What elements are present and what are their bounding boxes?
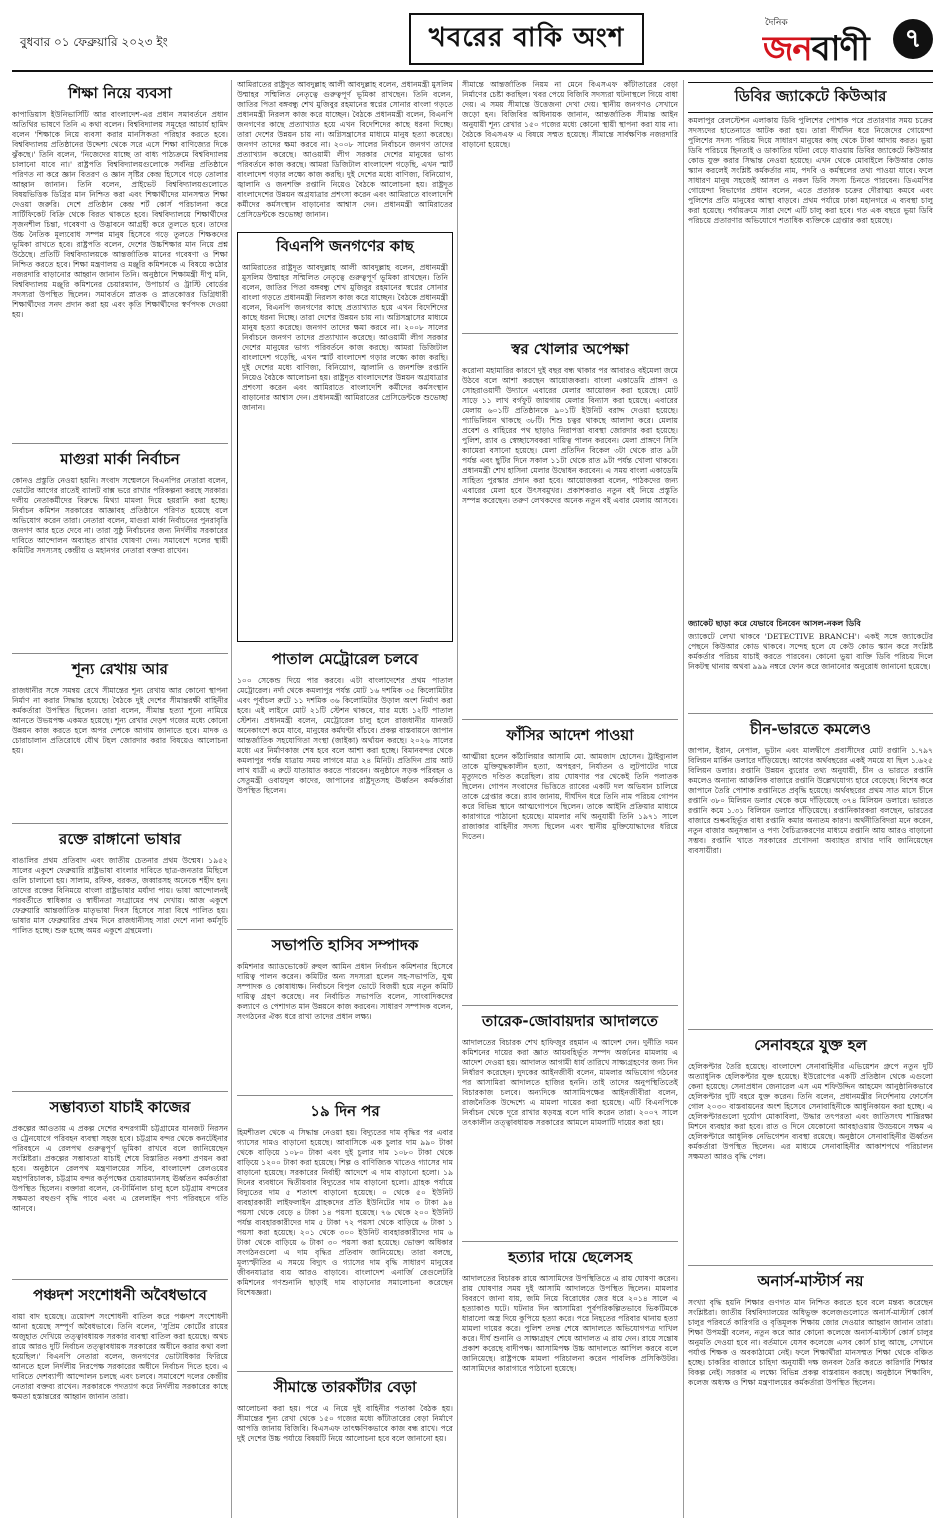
divider	[12, 1091, 228, 1092]
logo-part-1: জন	[763, 29, 812, 69]
headline: তারেক-জোবায়দার আদালতে	[482, 1012, 658, 1030]
headline: পঞ্চদশ সংশোধনী অবৈধভাবে	[33, 1286, 207, 1304]
divider	[12, 653, 228, 654]
story-body: হেলিকপ্টার তৈরি হয়েছে। বাংলাদেশ সেনাবাহিনীর এভিয়েশন গ্রুপে নতুন দুটি অত্যাধুনিক হেলিকপ্টার যুক্ত হয়েছে। ইউরোপের একটি প্রতিষ্ঠান থেকে এগুলো কেনা হয়েছে। সেনাপ্রধান জেনারেল এস এম শফিউদ্দিন আহমেদ আনুষ্ঠানিকভাবে হেলিকপ্টার দুটি বহরে যুক্ত করেন। তিনি বলেন, প্রধানমন্ত্রীর নির্দেশনায় ফোর্সেস গোল ২০৩০ বাস্তবায়নের অংশ হিসেবে সেনাবাহিনীকে আধুনিকায়ন করা হচ্ছে। এ হেলিকপ্টারগুলো দুর্যোগ মোকাবিলা, উদ্ধার তৎপরতা এবং জাতিসংঘ শান্তিরক্ষা মিশনে ব্যবহার করা হবে। রাত ও দিনে যেকোনো আবহাওয়ায় উড্ডয়নে সক্ষম এ হেলিকপ্টারে আধুনিক নেভিগেশন ব্যবস্থা রয়েছে। অনুষ্ঠানে সেনাবাহিনীর ঊর্ধ্বতন কর্মকর্তারা উপস্থিত ছিলেন। এর মাধ্যমে সেনাবাহিনীর আকাশপথে পরিচালন সক্ষমতা আরও বৃদ্ধি পেল।	[688, 1062, 933, 1161]
divider	[237, 1095, 453, 1096]
column-rule	[457, 80, 458, 1518]
column-rule	[683, 80, 684, 1518]
story-body: সংখ্যা বৃদ্ধি হয়নি শিক্ষার গুণগত মান নিশ্চিত করতে হবে বলে মন্তব্য করেছেন সংশ্লিষ্টরা। জাতীয় বিশ্ববিদ্যালয়ের অধিভুক্ত কলেজগুলোতে অনার্স-মাস্টার্স কোর্স চালুর পরিবর্তে কারিগরি ও বৃত্তিমূলক শিক্ষায় জোর দেওয়ার আহ্বান জানান তারা। শিক্ষা উপমন্ত্রী বলেন, নতুন করে আর কোনো কলেজে অনার্স-মাস্টার্স কোর্স চালুর অনুমতি দেওয়া হবে না। বর্তমানে যেসব কলেজে এসব কোর্স চালু আছে, সেখানে পর্যাপ্ত শিক্ষক ও অবকাঠামো নেই। ফলে শিক্ষার্থীরা মানসম্মত শিক্ষা থেকে বঞ্চিত হচ্ছে। চাকরির বাজারে চাহিদা অনুযায়ী দক্ষ জনবল তৈরি করতে কারিগরি শিক্ষার বিকল্প নেই। সরকার এ লক্ষ্যে বিভিন্ন প্রকল্প বাস্তবায়ন করছে। অনুষ্ঠানে শিক্ষাবিদ, কলেজ অধ্যক্ষ ও শিক্ষা মন্ত্রণালয়ের কর্মকর্তারা উপস্থিত ছিলেন।	[688, 1298, 933, 1387]
story-body: কোনও প্রস্তুতি নেওয়া হয়নি। সংবাদ সম্মেলনে বিএনপির নেতারা বলেন, ভোটের আগের রাতেই ব্যালট বাক্স ভরে রাখার পরিকল্পনা করছে সরকার। দলীয় নেতাকর্মীদের বিরুদ্ধে মিথ্যা মামলা দিয়ে হয়রানি করা হচ্ছে। নির্বাচন কমিশন সরকারের আজ্ঞাবহ প্রতিষ্ঠানে পরিণত হয়েছে বলে অভিযোগ করেন তারা। নেতারা বলেন, মাগুরা মার্কা নির্বাচনের পুনরাবৃত্তি জনগণ আর হতে দেবে না। তারা সুষ্ঠু নির্বাচনের জন্য নির্দলীয় সরকারের দাবিতে আন্দোলন অব্যাহত রাখার ঘোষণা দেন। সমাবেশে দলের স্থায়ী কমিটির সদস্যসহ কেন্দ্রীয় ও মহানগর নেতারা বক্তব্য রাখেন।	[12, 476, 228, 555]
masthead	[12, 8, 933, 72]
divider	[462, 719, 678, 720]
story-feasibility-study	[12, 1094, 228, 1276]
headline: বিএনপি জনগণের কাছ	[276, 237, 414, 255]
headline: সভাপতি হাসিব সম্পাদক	[271, 936, 419, 954]
divider	[12, 1279, 228, 1280]
column-2	[237, 80, 453, 1518]
column-1	[12, 80, 228, 1518]
headline: অনার্স-মাস্টার্স নয়	[757, 1272, 864, 1290]
headline: সেনাবহরে যুক্ত হল	[754, 1036, 867, 1054]
story-president-secretary	[237, 932, 453, 1092]
story-bnp-people	[237, 232, 453, 642]
story-body: আদালতের বিচারক রায়ে আসামিদের উপস্থিতিতে এ রায় ঘোষণা করেন। রায় ঘোষণার সময় দুই আসামি আদালতে উপস্থিত ছিলেন। মামলার বিবরণে জানা যায়, জমি নিয়ে বিরোধের জের ধরে ২০১৪ সালে এ হত্যাকাণ্ড ঘটে। ঘটনার দিন আসামিরা পূর্বপরিকল্পিতভাবে ভিকটিমকে ধারালো অস্ত্র দিয়ে কুপিয়ে হত্যা করে। পরে নিহতের পরিবার থানায় হত্যা মামলা দায়ের করে। পুলিশ তদন্ত শেষে আদালতে অভিযোগপত্র দাখিল করে। দীর্ঘ শুনানি ও সাক্ষ্যগ্রহণ শেষে আদালত এ রায় দেন। রায়ে সন্তোষ প্রকাশ করেছে বাদীপক্ষ। আসামিপক্ষ উচ্চ আদালতে আপিল করবে বলে জানিয়েছে। রাষ্ট্রপক্ষে মামলা পরিচালনা করেন পাবলিক প্রসিকিউটর। আসামিদের কারাগারে পাঠানো হয়েছে।	[462, 1274, 678, 1373]
headline: সীমান্তে তারকাঁটার বেড়া	[273, 1378, 417, 1396]
column-rule	[231, 80, 232, 1518]
story-body: কাপাডিয়াস ইউনিভার্সিটি আর বাংলাদেশ-এর প্রধান সমাবর্তনে প্রধান অতিথির ভাষণে তিনি এ কথা বলেন। বিশ্ববিদ্যালয় সমূহের আচার্য হামিদ বলেন 'শিক্ষাকে নিয়ে ব্যবসা করার মানসিকতা পরিহার করতে হবে। বিশ্ববিদ্যালয় প্রতিষ্ঠানের উদ্দেশ্য থেকে সরে এসে শিক্ষা বাণিজ্যের দিকে ঝুঁকছে।' তিনি বলেন, 'নিজেদের যাচ্ছে তা বাধ্য পাঠ্যক্রমে বিশ্ববিদ্যালয় চালানো যাবে না।' রাষ্ট্রপতি বিশ্ববিদ্যালয়গুলোকে সর্বনিম্ন প্রতিষ্ঠানে পরিণত না করে জ্ঞান বিতরণ ও জ্ঞান সৃষ্টির কেন্দ্র হিসেবে গড়ে তোলার আহ্বান জানান। তিনি বলেন, প্রাইভেট বিশ্ববিদ্যালয়গুলোতে বিষয়ভিত্তিক ডিগ্রির মান নিশ্চিত করা এবং শিক্ষার্থীদের মানসম্মত শিক্ষা দেওয়া জরুরি। দেশে প্রতিষ্ঠান কেন্দ্র শর্ট কোর্স পরিচালনা করে সার্টিফিকেট বিক্রি থেকে বিরত থাকতে হবে। বিশ্ববিদ্যালয়ে শিক্ষার্থীদের সৃজনশীল চিন্তা, গবেষণা ও উদ্ভাবনে আগ্রহী করে তুলতে হবে। তাদের উচ্চ নৈতিক মূল্যবোধ সম্পন্ন মানুষ হিসেবে গড়ে তুলতে শিক্ষকদের ভূমিকা রাখতে হবে। রাষ্ট্রপতি বলেন, দেশের উচ্চশিক্ষার মান নিয়ে প্রশ্ন উঠেছে। প্রতিটি বিশ্ববিদ্যালয়কে আন্তর্জাতিক মানের গবেষণা ও শিক্ষা নিশ্চিত করতে হবে। শিক্ষা মন্ত্রণালয় ও মঞ্জুরি কমিশনকে এ বিষয়ে কঠোর নজরদারি বাড়ানোর আহ্বান জানান তিনি। অনুষ্ঠানে শিক্ষামন্ত্রী দীপু মনি, বিশ্ববিদ্যালয় মঞ্জুরি কমিশনের চেয়ারম্যান, উপাচার্য ও ট্রাস্টি বোর্ডের সদস্যরা উপস্থিত ছিলেন। সমাবর্তনে স্নাতক ও স্নাতকোত্তর ডিগ্রিধারী শিক্ষার্থীদের সনদ প্রদান করা হয় এবং কৃতি শিক্ষার্থীদের স্বর্ণপদক দেওয়া হয়।	[12, 110, 228, 319]
story-body: ১০০ সেকেন্ড দিয়ে পার করবে। এটা বাংলাদেশের প্রথম পাতাল মেট্রোরেল। নর্দা থেকে কমলাপুর পর্যন্ত মোট ১৬ দশমিক ৩৫ কিলোমিটার এবং পূর্বাচল রুটে ১১ দশমিক ৩৬ কিলোমিটার উড়াল অংশ নির্মাণ করা হবে। এই লাইনে মোট ২১টি স্টেশন থাকবে, যার মধ্যে ১২টি পাতাল স্টেশন। প্রধানমন্ত্রী বলেন, মেট্রোরেল চালু হলে রাজধানীর যানজট অনেকাংশে কমে যাবে, মানুষের কর্মঘণ্টা বাঁচবে। প্রকল্প বাস্তবায়নে জাপান আন্তর্জাতিক সহযোগিতা সংস্থা (জাইকা) অর্থায়ন করছে। ২০২৬ সালের মধ্যে এর নির্মাণকাজ শেষ হবে বলে আশা করা হচ্ছে। বিমানবন্দর থেকে কমলাপুর পর্যন্ত যাত্রায় সময় লাগবে মাত্র ২৪ মিনিট। প্রতিদিন প্রায় আট লাখ যাত্রী এ রুটে যাতায়াত করতে পারবেন। অনুষ্ঠানে সড়ক পরিবহন ও সেতুমন্ত্রী ওবায়দুল কাদের, জাপানের রাষ্ট্রদূতসহ ঊর্ধ্বতন কর্মকর্তারা উপস্থিত ছিলেন।	[237, 676, 453, 795]
headline: ফাঁসির আদেশ পাওয়া	[506, 726, 634, 744]
headline: শূন্য রেখায় আর	[72, 660, 168, 678]
divider	[462, 1241, 678, 1242]
story-body: জাপান, ইরান, নেপাল, ভুটান এবং মালদ্বীপে প্রবাসীদের মোট রপ্তানি ১.৭৯৭ বিলিয়ন মার্কিন ডলারে দাঁড়িয়েছে। আগের অর্থবছরের একই সময়ে যা ছিল ১.৬২৫ বিলিয়ন ডলার। রপ্তানি উন্নয়ন ব্যুরোর তথ্য অনুযায়ী, চীন ও ভারতে রপ্তানি কমলেও অন্যান্য আঞ্চলিক বাজারে রপ্তানি উল্লেখযোগ্য হারে বেড়েছে। বিশেষ করে জাপানে তৈরি পোশাক রপ্তানিতে প্রবৃদ্ধি হয়েছে। অর্থবছরের প্রথম সাত মাসে চীনে রপ্তানি ৩৮০ মিলিয়ন ডলার থেকে কমে দাঁড়িয়েছে ৩৭৪ মিলিয়ন ডলারে। ভারতে রপ্তানি কমে ১.৩১ বিলিয়ন ডলারে দাঁড়িয়েছে। রপ্তানিকারকরা বলছেন, ভারতের বাজারে শুল্কবহির্ভূত বাধা রপ্তানি কমার অন্যতম কারণ। অর্থনীতিবিদরা মনে করেন, নতুন বাজার অনুসন্ধান ও পণ্য বৈচিত্র্যকরণের মাধ্যমে রপ্তানি আয় আরও বাড়ানো সম্ভব। রপ্তানি খাতে সরকারের প্রণোদনা অব্যাহত রাখার দাবি জানিয়েছেন ব্যবসায়ীরা।	[688, 746, 933, 855]
story-book-fair	[462, 336, 678, 716]
story-tarique-court	[462, 1008, 678, 1238]
story-body: আমিরাতের রাষ্ট্রদূত আবদুল্লাহ আলী আবদুল্লাহ বলেন, প্রধানমন্ত্রী মুসলিম উম্মাহর সম্মিলিত নেতৃত্বে গুরুত্বপূর্ণ ভূমিকা রাখছেন। তিনি বলেন, জাতির পিতা বঙ্গবন্ধু শেখ মুজিবুর রহমানের স্বপ্নের সোনার বাংলা গড়তে প্রধানমন্ত্রী নিরলস কাজ করে যাচ্ছেন। বৈঠকে প্রধানমন্ত্রী বলেন, বিএনপি জনগণের কাছে প্রত্যাখ্যাত হয়ে এখন বিদেশিদের কাছে ধরনা দিচ্ছে। তারা দেশের উন্নয়ন চায় না। অগ্নিসন্ত্রাসের মাধ্যমে মানুষ হত্যা করেছে। জনগণ তাদের ক্ষমা করবে না। ২০০৮ সালের নির্বাচনে জনগণ তাদের প্রত্যাখ্যান করেছে। আওয়ামী লীগ সরকার দেশের মানুষের ভাগ্য পরিবর্তনে কাজ করছে। আমরা ডিজিটাল বাংলাদেশ গড়েছি, এখন স্মার্ট বাংলাদেশ গড়ার লক্ষ্যে কাজ করছি। দুই দেশের মধ্যে বাণিজ্য, বিনিয়োগ, জ্বালানি ও জনশক্তি রপ্তানি নিয়েও বৈঠকে আলোচনা হয়। রাষ্ট্রদূত বাংলাদেশের উন্নয়ন অগ্রযাত্রার প্রশংসা করেন এবং আমিরাতে বাংলাদেশি কর্মীদের কর্মসংস্থান বাড়ানোর আশ্বাস দেন। প্রধানমন্ত্রী আমিরাতের প্রেসিডেন্টকে শুভেচ্ছা জানান।	[242, 263, 448, 412]
story-db-jacket-qr	[688, 80, 933, 710]
story-education-business	[12, 80, 228, 440]
headline: পাতাল মেট্রোরেল চলবে	[271, 650, 419, 668]
story-body: আমিরাতের রাষ্ট্রদূত আবদুল্লাহ আলী আবদুল্লাহ বলেন, প্রধানমন্ত্রী মুসলিম উম্মাহর সম্মিলিত নেতৃত্বে গুরুত্বপূর্ণ ভূমিকা রাখছেন। তিনি বলেন, জাতির পিতা বঙ্গবন্ধু শেখ মুজিবুর রহমানের স্বপ্নের সোনার বাংলা গড়তে প্রধানমন্ত্রী নিরলস কাজ করে যাচ্ছেন। বৈঠকে প্রধানমন্ত্রী বলেন, বিএনপি জনগণের কাছে প্রত্যাখ্যাত হয়ে এখন বিদেশিদের কাছে ধরনা দিচ্ছে। তারা দেশের উন্নয়ন চায় না। অগ্নিসন্ত্রাসের মাধ্যমে মানুষ হত্যা করেছে। জনগণ তাদের ক্ষমা করবে না। ২০০৮ সালের নির্বাচনে জনগণ তাদের প্রত্যাখ্যান করেছে। আওয়ামী লীগ সরকার দেশের মানুষের ভাগ্য পরিবর্তনে কাজ করছে। আমরা ডিজিটাল বাংলাদেশ গড়েছি, এখন স্মার্ট বাংলাদেশ গড়ার লক্ষ্যে কাজ করছি। দুই দেশের মধ্যে বাণিজ্য, বিনিয়োগ, জ্বালানি ও জনশক্তি রপ্তানি নিয়েও বৈঠকে আলোচনা হয়। রাষ্ট্রদূত বাংলাদেশের উন্নয়ন অগ্রযাত্রার প্রশংসা করেন এবং আমিরাতে বাংলাদেশি কর্মীদের কর্মসংস্থান বাড়ানোর আশ্বাস দেন। প্রধানমন্ত্রী আমিরাতের প্রেসিডেন্টকে শুভেচ্ছা জানান।	[237, 80, 453, 219]
story-body: রাজধানীর সঙ্গে সমন্বয় রেখে সীমান্তের শূন্য রেখায় আর কোনো স্থাপনা নির্মাণ না করার সিদ্ধান্ত হয়েছে। বৈঠকে দুই দেশের সীমান্তরক্ষী বাহিনীর কর্মকর্তারা উপস্থিত ছিলেন। তারা বলেন, সীমান্ত হত্যা শূন্যে নামিয়ে আনতে উভয়পক্ষ একমত হয়েছে। শূন্য রেখার দেড়শ গজের মধ্যে কোনো উন্নয়ন কাজ করতে হলে অপর দেশকে আগাম জানাতে হবে। মাদক ও চোরাচালান প্রতিরোধে যৌথ টহল জোরদার করার বিষয়েও আলোচনা হয়।	[12, 686, 228, 755]
story-army-helicopter	[688, 1032, 933, 1262]
story-body: কমিশনার অ্যাডভোকেট রুহুল আমিন প্রধান নির্বাচন কমিশনার হিসেবে দায়িত্ব পালন করেন। কমিটির অন্য সদস্যরা হলেন সহ-সভাপতি, যুগ্ম সম্পাদক ও কোষাধ্যক্ষ। নির্বাচনে বিপুল ভোটে বিজয়ী হয়ে নতুন কমিটি দায়িত্ব গ্রহণ করেছে। নব নির্বাচিত সভাপতি বলেন, সাংবাদিকদের কল্যাণে ও পেশাগত মান উন্নয়নে কাজ করবেন। সাধারণ সম্পাদক বলেন, সংগঠনের ঐক্য ধরে রাখা তাদের প্রধান লক্ষ্য।	[237, 962, 453, 1021]
headline: ডিবির জ্যাকেটে কিউআর	[688, 82, 933, 113]
story-body: বায়া বাদ হয়েছে। ত্রয়োদশ সংশোধনী বাতিল করে পঞ্চদশ সংশোধনী আনা হয়েছে সম্পূর্ণ অবৈধভাবে। তিনি বলেন, 'সুপ্রিম কোর্টের রায়ের অজুহাত দেখিয়ে তত্ত্বাবধায়ক সরকার ব্যবস্থা বাতিল করা হয়েছে। অথচ রায়ে আরও দুটি নির্বাচন তত্ত্বাবধায়ক সরকারের অধীনে করার কথা বলা হয়েছিল।' বিএনপি নেতারা বলেন, জনগণের ভোটাধিকার ফিরিয়ে আনতে হলে নির্দলীয় নিরপেক্ষ সরকারের অধীনে নির্বাচন দিতে হবে। এ দাবিতে দেশব্যাপী আন্দোলন চলছে এবং চলবে। সমাবেশে দলের কেন্দ্রীয় নেতারা বক্তব্য রাখেন। সরকারকে পদত্যাগ করে নির্দলীয় সরকারের কাছে ক্ষমতা হস্তান্তরের আহ্বান জানান তারা।	[12, 1312, 228, 1401]
story-body: জ্যাকেটে লেখা থাকবে 'DETECTIVE BRANCH'। একই সঙ্গে জ্যাকেটের পেছনে কিউআর কোড থাকবে। সন্দেহ হলে যে কেউ কোড স্ক্যান করে সংশ্লিষ্ট কর্মকর্তার পরিচয় যাচাই করতে পারবেন। কোনো ভুয়া ব্যক্তি ডিবি পরিচয় দিলে নিকটস্থ থানায় অথবা ৯৯৯ নম্বরে ফোন করে জানানোর অনুরোধ জানানো হয়েছে।	[688, 632, 933, 671]
divider	[688, 1029, 933, 1030]
divider	[12, 443, 228, 444]
story-body: আলোচনা করা হয়। পরে এ নিয়ে দুই বাহিনীর পতাকা বৈঠক হয়। সীমান্তের শূন্য রেখা থেকে ১৫০ গজের মধ্যে কাঁটাতারের বেড়া নির্মাণে আপত্তি জানায় বিজিবি। বিএসএফ তাৎক্ষণিকভাবে কাজ বন্ধ রাখে। পরে দুই দেশের উচ্চ পর্যায়ে বিষয়টি নিয়ে আলোচনা হবে বলে জানানো হয়।	[237, 1404, 453, 1443]
story-body: আদালতের বিচারক শেখ হাফিজুর রহমান এ আদেশ দেন। দুর্নীতি দমন কমিশনের দায়ের করা জ্ঞাত আয়বহির্ভূত সম্পদ অর্জনের মামলায় এ আদেশ দেওয়া হয়। আদালত আগামী ধার্য তারিখে সাক্ষ্যগ্রহণের জন্য দিন নির্ধারণ করেছেন। দুদকের আইনজীবী বলেন, মামলার অভিযোগ গঠনের পর আসামিরা আদালতে হাজির হননি। তাই তাদের অনুপস্থিতিতেই বিচারকাজ চলবে। অন্যদিকে আসামিপক্ষের আইনজীবীরা বলেন, রাজনৈতিক উদ্দেশ্যে এ মামলা দায়ের করা হয়েছে। এটি বিএনপিকে নির্বাচন থেকে দূরে রাখার ষড়যন্ত্র বলে দাবি করেন তারা। ২০০৭ সালে তৎকালীন তত্ত্বাবধায়ক সরকারের আমলে মামলাটি দায়ের করা হয়।	[462, 1038, 678, 1127]
divider	[12, 823, 228, 824]
section-title-wrap	[320, 13, 733, 65]
story-border-fence	[237, 1374, 453, 1516]
logo-part-2: বাণী	[811, 29, 869, 69]
story-19-days	[237, 1098, 453, 1368]
divider	[237, 929, 453, 930]
story-underground-metro	[237, 646, 453, 926]
story-fifteenth-amendment	[12, 1282, 228, 1516]
logo-prefix: দৈনিক	[765, 18, 788, 28]
headline: হত্যার দায়ে ছেলেসহ	[508, 1248, 632, 1266]
story-death-sentence	[462, 722, 678, 1002]
story-murder-verdict	[462, 1244, 678, 1516]
story-body: আত্মীয়া হলেন কাঁঠালিয়ার আসামি মো. আমজাদ হোসেন। ট্রাইব্যুনাল তাকে মুক্তিযুদ্ধকালীন হত্যা, অপহরণ, নির্যাতন ও লুটপাটের দায়ে মৃত্যুদণ্ডে দণ্ডিত করেছিল। রায় ঘোষণার পর থেকেই তিনি পলাতক ছিলেন। গোপন সংবাদের ভিত্তিতে র‍্যাবের একটি দল অভিযান চালিয়ে তাকে গ্রেপ্তার করে। র‍্যাব জানায়, দীর্ঘদিন ধরে তিনি নাম পরিচয় গোপন করে বিভিন্ন স্থানে আত্মগোপনে ছিলেন। তাকে আইনি প্রক্রিয়ার মাধ্যমে কারাগারে পাঠানো হয়েছে। মামলার নথি অনুযায়ী তিনি ১৯৭১ সালে রাজাকার বাহিনীর সদস্য ছিলেন এবং স্থানীয় মুক্তিযোদ্ধাদের ধরিয়ে দিতেন।	[462, 752, 678, 841]
section-title: খবরের বাকি অংশ	[409, 13, 644, 65]
story-language-blood	[12, 826, 228, 1088]
logo-text	[763, 23, 869, 80]
column-4	[688, 80, 933, 1518]
divider	[237, 1371, 453, 1372]
sub-headline: জ্যাকেট ছাড়া করে যেভাবে চিনবেন আসল-নকল ডিবি	[688, 619, 861, 628]
divider	[462, 1005, 678, 1006]
story-body: কমলাপুর রেলস্টেশন এলাকায় ডিবি পুলিশের পোশাক পরে প্রতারণার সময় চক্রের সদস্যদের হাতেনাতে আটক করা হয়। তারা দীর্ঘদিন ধরে নিজেদের গোয়েন্দা পুলিশের সদস্য পরিচয় দিয়ে সাধারণ মানুষের কাছ থেকে টাকা আদায় করত। ভুয়া ডিবি পরিচয়ে ছিনতাই ও ডাকাতির ঘটনা বেড়ে যাওয়ায় ডিবির জ্যাকেটে কিউআর কোড যুক্ত করার সিদ্ধান্ত নেওয়া হয়েছে। এখন থেকে মোবাইলে কিউআর কোড স্ক্যান করলেই সংশ্লিষ্ট কর্মকর্তার নাম, পদবি ও কর্মস্থলের তথ্য পাওয়া যাবে। ফলে সাধারণ মানুষ সহজেই আসল ও নকল ডিবি সদস্য চিনতে পারবেন। ডিএমপির গোয়েন্দা বিভাগের প্রধান বলেন, এতে প্রতারক চক্রের দৌরাত্ম্য কমবে এবং পুলিশের প্রতি মানুষের আস্থা বাড়বে। প্রথম পর্যায়ে ঢাকা মহানগরে এ ব্যবস্থা চালু করা হয়েছে। পর্যায়ক্রমে সারা দেশে এটি চালু করা হবে। গত এক বছরে ভুয়া ডিবি পরিচয়ে প্রতারণার অভিযোগে শতাধিক ব্যক্তিকে গ্রেপ্তার করা হয়েছে।	[688, 116, 933, 225]
divider	[462, 333, 678, 334]
headline: শিক্ষা নিয়ে ব্যবসা	[68, 84, 172, 102]
story-honours-masters	[688, 1268, 933, 1516]
headline: ১৯ দিন পর	[310, 1102, 380, 1120]
newspaper-logo	[733, 9, 933, 69]
column-3	[462, 80, 678, 1518]
story-china-india-exports	[688, 716, 933, 1026]
headline: রক্তে রাঙ্গানো ভাষার	[59, 830, 181, 848]
headline: মাগুরা মার্কা নির্বাচন	[60, 450, 180, 468]
story-body: বাঙালির প্রথম প্রতিবাদ এবং জাতীয় চেতনার প্রথম উন্মেষ। ১৯৫২ সালের একুশে ফেব্রুয়ারি রাষ্ট্রভাষা বাংলার দাবিতে ছাত্র-জনতার মিছিলে গুলি চালানো হয়। সালাম, রফিক, বরকত, জব্বারসহ অনেকে শহীদ হন। তাদের রক্তের বিনিময়ে বাংলা রাষ্ট্রভাষার মর্যাদা পায়। ভাষা আন্দোলনই পরবর্তীতে স্বাধিকার ও স্বাধীনতা সংগ্রামের পথ দেখায়। আজ একুশে ফেব্রুয়ারি আন্তর্জাতিক মাতৃভাষা দিবস হিসেবে সারা বিশ্বে পালিত হয়। ভাষার মাস ফেব্রুয়ারির প্রথম দিনে রাজধানীসহ সারা দেশে নানা কর্মসূচি পালিত হচ্ছে। শুরু হচ্ছে অমর একুশে গ্রন্থমেলা।	[12, 856, 228, 935]
headline: চীন-ভারতে কমলেও	[750, 720, 871, 738]
story-zero-line	[12, 656, 228, 820]
divider	[688, 1265, 933, 1266]
headline: সম্ভাব্যতা যাচাই কাজের	[49, 1098, 191, 1116]
page-number: ৭	[893, 19, 933, 59]
story-magura-election	[12, 446, 228, 650]
story-body: করোনা মহামারির কারণে দুই বছর বন্ধ থাকার পর আবারও বইমেলা জমে উঠবে বলে আশা করছেন আয়োজকরা। বাংলা একাডেমি প্রাঙ্গণ ও সোহরাওয়ার্দী উদ্যানে এবারের মেলার আয়োজন করা হয়েছে। মোট সাড়ে ১১ লাখ বর্গফুট জায়গায় মেলার বিন্যাস করা হয়েছে। এবারের মেলায় ৬০১টি প্রতিষ্ঠানকে ৯০১টি ইউনিট বরাদ্দ দেওয়া হয়েছে। প্যাভিলিয়ন থাকছে ৩৮টি। শিশু চত্বর থাকছে আলাদা করে। মেলায় প্রবেশ ও বাহিরের পথ ছাড়াও নিরাপত্তা ব্যবস্থা জোরদার করা হয়েছে। পুলিশ, র‍্যাব ও স্বেচ্ছাসেবকরা দায়িত্ব পালন করবেন। মেলা প্রাঙ্গণে সিসি ক্যামেরা বসানো হয়েছে। মেলা প্রতিদিন বিকেল ৩টা থেকে রাত ৯টা পর্যন্ত এবং ছুটির দিনে সকাল ১১টা থেকে রাত ৯টা পর্যন্ত খোলা থাকবে। প্রধানমন্ত্রী শেখ হাসিনা মেলার উদ্বোধন করবেন। এ সময় বাংলা একাডেমি সাহিত্য পুরস্কার প্রদান করা হবে। আয়োজকরা বলেন, পাঠকদের জন্য এবারের মেলা হবে উৎসবমুখর। প্রকাশকরাও নতুন বই নিয়ে প্রস্তুতি সম্পন্ন করেছেন। তরুণ লেখকদের অনেক নতুন বই এবার মেলায় আসবে।	[462, 366, 678, 505]
issue-date: বুধবার ০১ ফেব্রুয়ারি ২০২৩ ইং	[20, 35, 168, 49]
headline: স্বর খোলার অপেক্ষা	[511, 340, 629, 358]
story-body: হিমশীতল থেকে এ সিদ্ধান্ত নেওয়া হয়। বিদ্যুতের দাম বৃদ্ধির পর এবার গ্যাসের দামও বাড়ানো হয়েছে। আবাসিকে এক চুলার দাম ৯৯০ টাকা থেকে বাড়িয়ে ১০৮০ টাকা এবং দুই চুলার দাম ১০৮০ টাকা থেকে বাড়িয়ে ১২০০ টাকা করা হয়েছে। শিল্প ও বাণিজ্যিক খাতেও গ্যাসের দাম বাড়ানো হয়েছে। সরকারের নির্বাহী আদেশে এ দাম বাড়ানো হলো। ১৯ দিনের ব্যবধানে দ্বিতীয়বার বিদ্যুতের দাম বাড়ানো হলো। গ্রাহক পর্যায়ে বিদ্যুতের দাম ৫ শতাংশ বাড়ানো হয়েছে। ০ থেকে ৫০ ইউনিট ব্যবহারকারী লাইফলাইন গ্রাহকদের প্রতি ইউনিটের দাম ৩ টাকা ৯৪ পয়সা থেকে বেড়ে ৪ টাকা ১৪ পয়সা হয়েছে। ৭৬ থেকে ২০০ ইউনিট পর্যন্ত ব্যবহারকারীদের দাম ৫ টাকা ৭২ পয়সা থেকে বাড়িয়ে ৬ টাকা ১ পয়সা করা হয়েছে। ২০১ থেকে ৩০০ ইউনিট ব্যবহারকারীদের দাম ৬ টাকা থেকে বাড়িয়ে ৬ টাকা ৩০ পয়সা করা হয়েছে। ভোক্তা অধিকার সংগঠনগুলো এ দাম বৃদ্ধির প্রতিবাদ জানিয়েছে। তারা বলছে, মূল্যস্ফীতির এ সময়ে বিদ্যুৎ ও গ্যাসের দাম বৃদ্ধি সাধারণ মানুষের জীবনযাত্রার ব্যয় আরও বাড়াবে। বাংলাদেশ এনার্জি রেগুলেটরি কমিশনের গণশুনানি ছাড়াই দাম বাড়ানোর সমালোচনা করেছেন বিশেষজ্ঞরা।	[237, 1128, 453, 1297]
divider	[688, 713, 933, 714]
story-body: প্রকল্পের আওতায় এ প্রকল্প দেশের বন্দরগামী চট্টগ্রামের যানজট নিরসন ও ট্রেনযোগে পরিবহন ব্যবস্থা সহজ হবে। চট্টগ্রাম বন্দর থেকে কনটেইনার পরিবহনে এ রেলপথ গুরুত্বপূর্ণ ভূমিকা রাখবে বলে জানিয়েছেন সংশ্লিষ্টরা। প্রকল্পের সম্ভাব্যতা যাচাই শেষে বিস্তারিত নকশা প্রণয়ন করা হবে। অনুষ্ঠানে রেলপথ মন্ত্রণালয়ের সচিব, বাংলাদেশ রেলওয়ের মহাপরিচালক, চট্টগ্রাম বন্দর কর্তৃপক্ষের চেয়ারম্যানসহ ঊর্ধ্বতন কর্মকর্তারা উপস্থিত ছিলেন। বক্তারা বলেন, বে-টার্মিনাল চালু হলে চট্টগ্রাম বন্দরের সক্ষমতা বহুগুণ বৃদ্ধি পাবে এবং এ রেললাইন পণ্য পরিবহনে গতি আনবে।	[12, 1124, 228, 1213]
story-body: সীমান্তে আন্তর্জাতিক নিয়ম না মেনে বিএসএফ কাঁটাতারের বেড়া নির্মাণের চেষ্টা করছিল। খবর পেয়ে বিজিবি সদস্যরা ঘটনাস্থলে গিয়ে বাধা দেয়। এ সময় সীমান্তে উত্তেজনা দেখা দেয়। স্থানীয় জনগণও সেখানে জড়ো হন। বিজিবির অধিনায়ক জানান, আন্তর্জাতিক সীমান্ত আইন অনুযায়ী শূন্য রেখার ১৫০ গজের মধ্যে কোনো স্থায়ী স্থাপনা করা যায় না। বৈঠকে বিএসএফ এ বিষয়ে সম্মত হয়েছে। সীমান্তে সার্বক্ষণিক নজরদারি বাড়ানো হয়েছে।	[462, 80, 678, 149]
